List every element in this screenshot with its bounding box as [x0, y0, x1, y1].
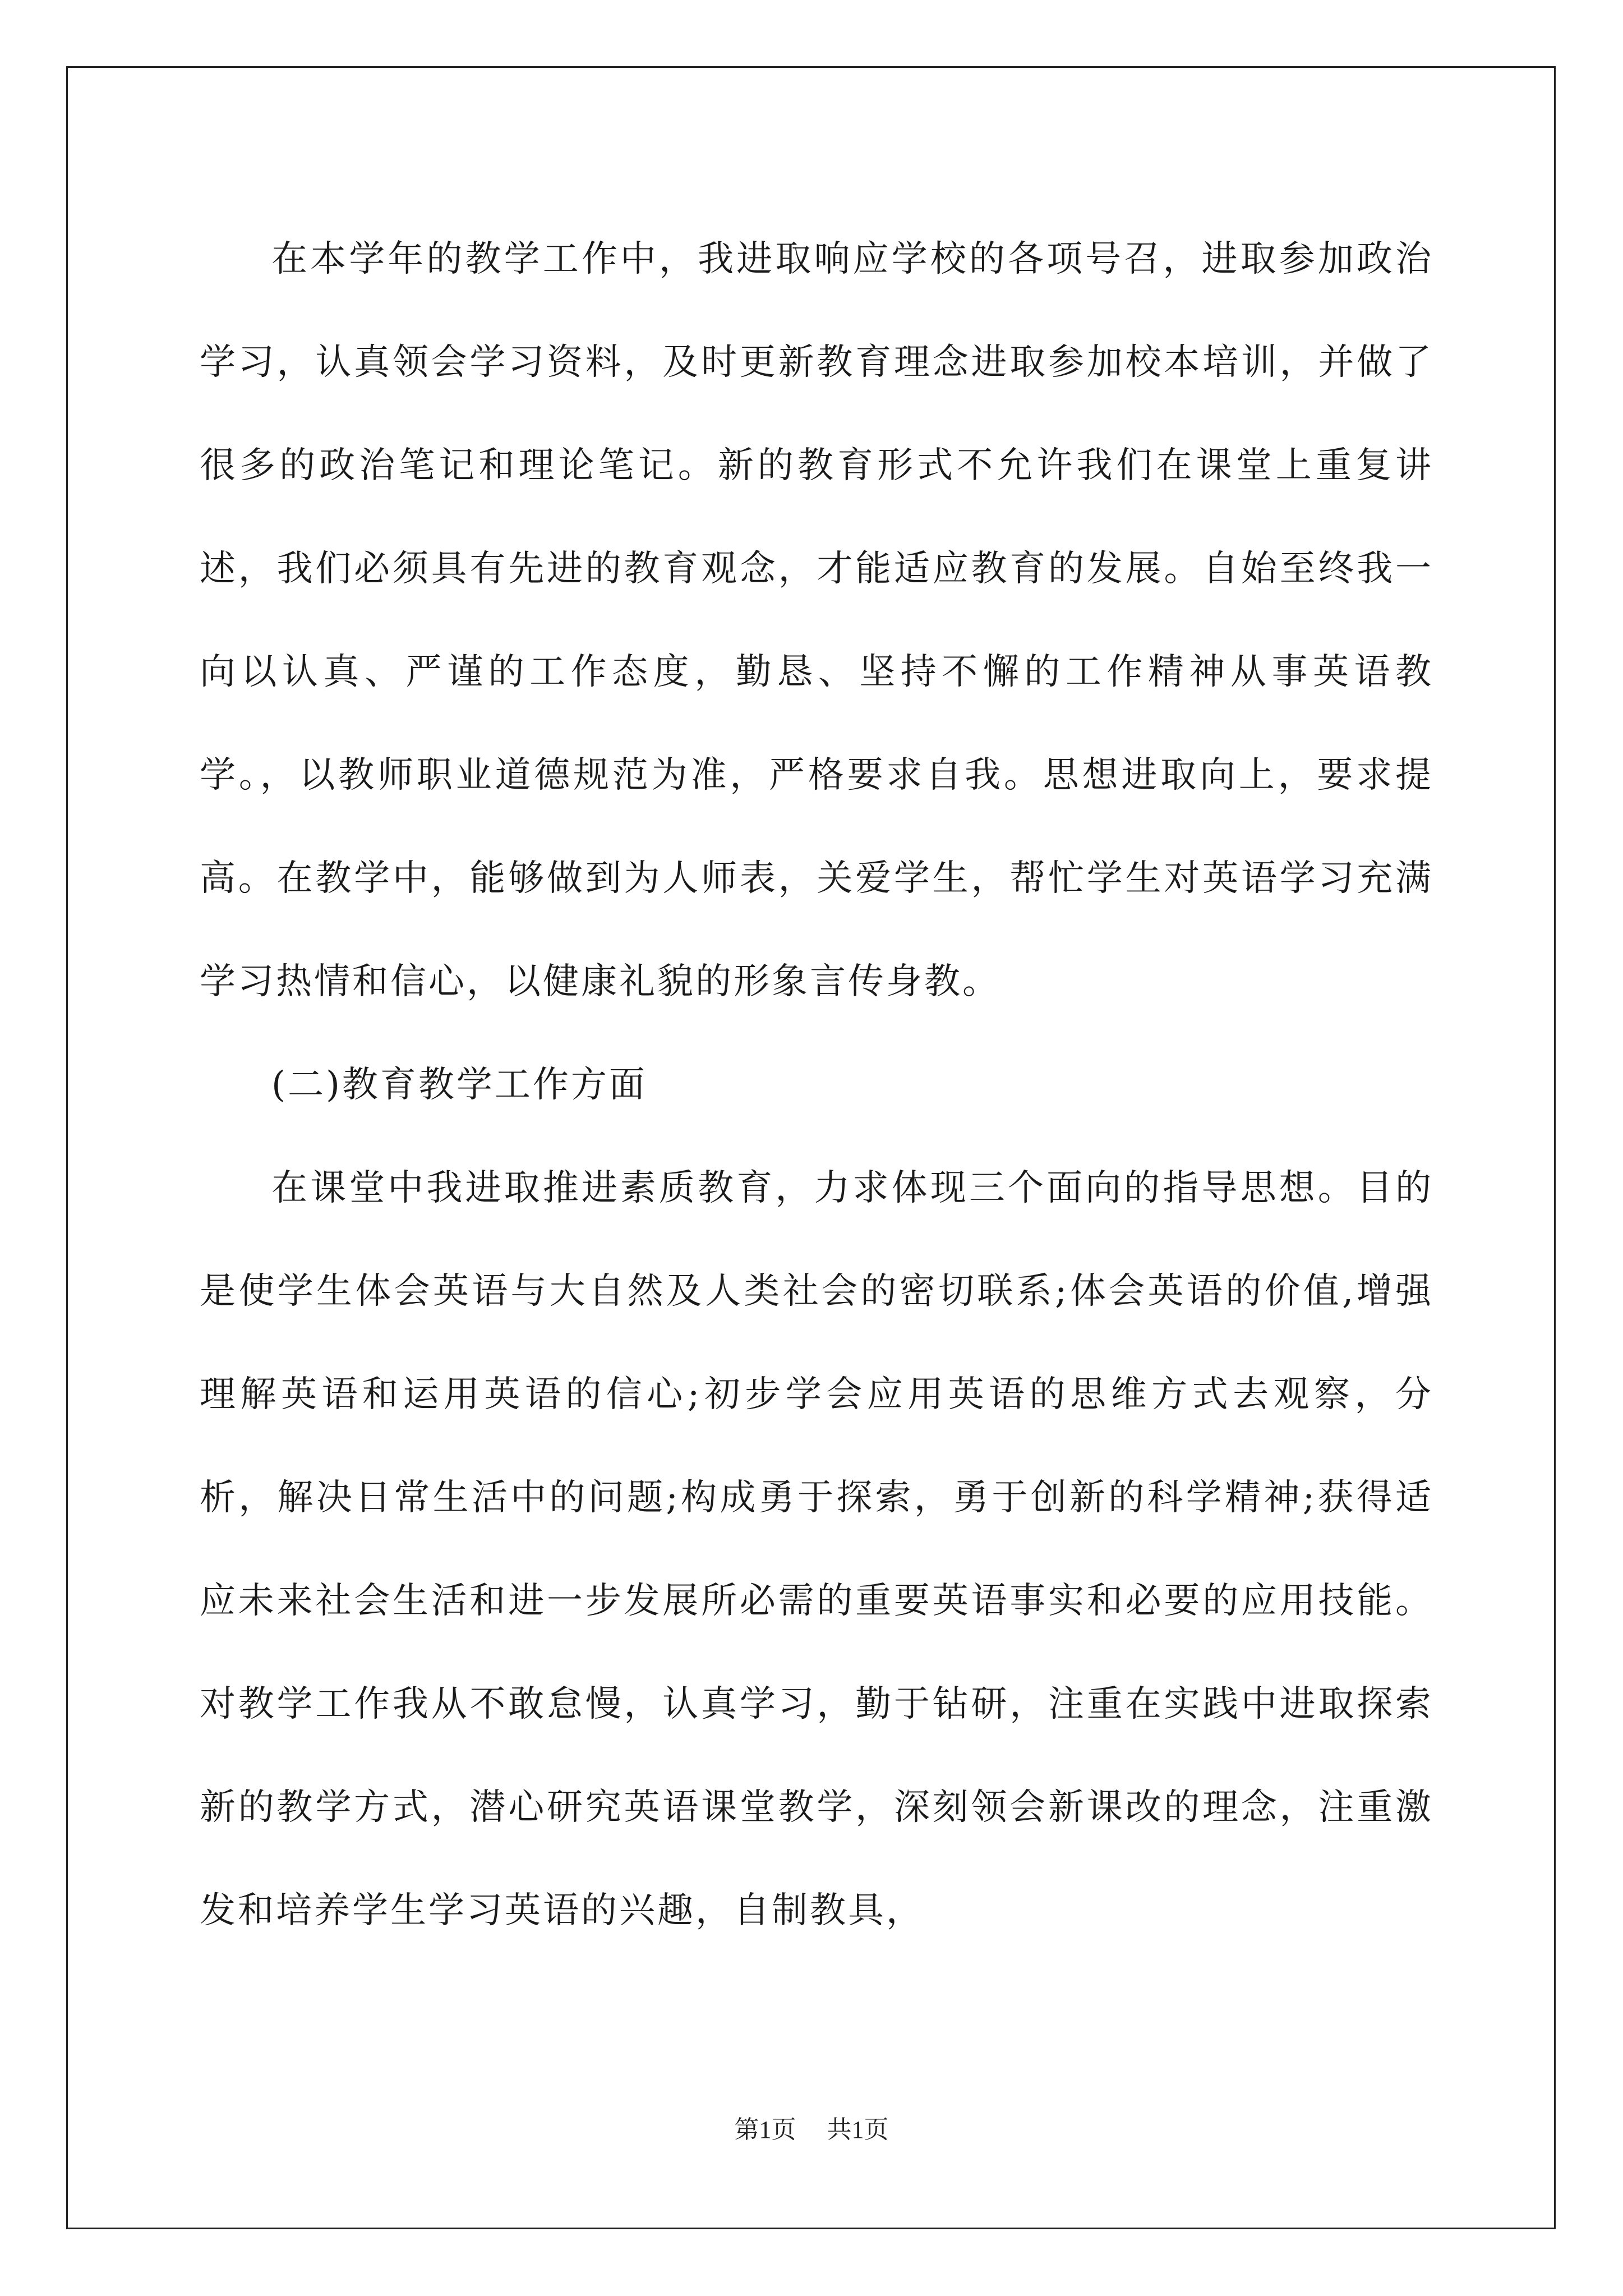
section-heading: (二)教育教学工作方面 — [271, 1064, 647, 1106]
paragraph: 在课堂中我进取推进素质教育，力求体现三个面向的指导思想。目的是使学生体会英语与大自然及人类社会的密切联系;体会英语的价值,增强理解英语和运用英语的信心;初步学会应用英语的思维方式去观察，分析，解决日常生活中的问题;构成勇于探索，勇于创新的科学精神;获得适应未来社会生活和进一步发展所必需的重要英语事实和必要的应用技能。对教学工作我从不敢怠慢，认真学习，勤于钻研，注重在实践中进取探索新的教学方式，潜心研究英语课堂教学，深刻领会新课改的理念，注重激发和培养学生学习英语的兴趣，自制教具， — [200, 1167, 1433, 1931]
page-total: 共1页 — [827, 2116, 889, 2143]
page-footer — [0, 2109, 1623, 2145]
page-number: 第1页 — [734, 2116, 796, 2143]
document-body — [200, 208, 1433, 1962]
paragraph: 在本学年的教学工作中，我进取响应学校的各项号召，进取参加政治学习，认真领会学习资料，及时更新教育理念进取参加校本培训，并做了很多的政治笔记和理论笔记。新的教育形式不允许我们在课堂上重复讲述，我们必须具有先进的教育观念，才能适应教育的发展。自始至终我一向以认真、严谨的工作态度，勤恳、坚持不懈的工作精神从事英语教学。，以教师职业道德规范为准，严格要求自我。思想进取向上，要求提高。在教学中，能够做到为人师表，关爱学生，帮忙学生对英语学习充满学习热情和信心，以健康礼貌的形象言传身教。 — [200, 238, 1433, 1002]
